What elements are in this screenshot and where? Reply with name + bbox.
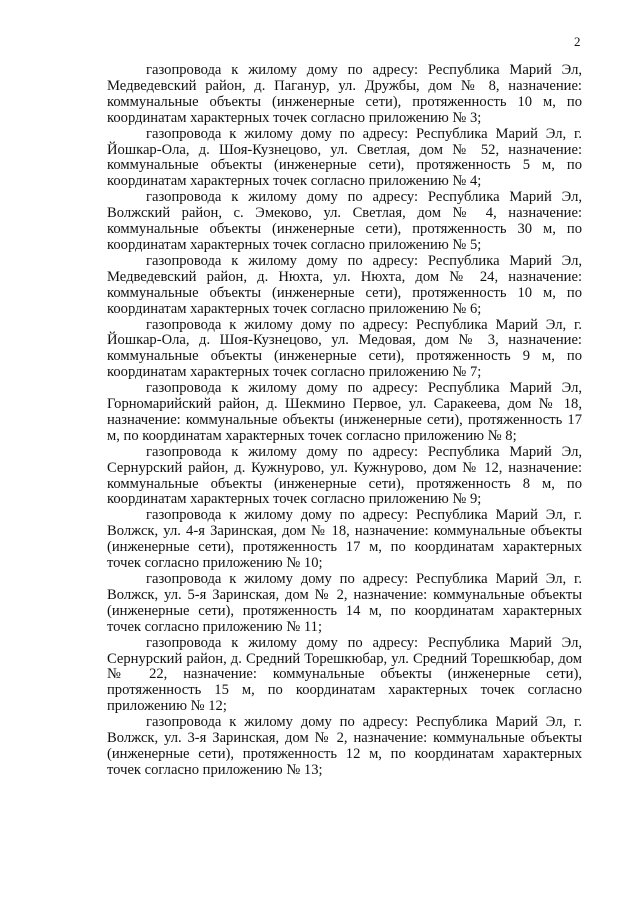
page-number: 2 (574, 34, 581, 49)
paragraph: газопровода к жилому дому по адресу: Республика Марий Эл, г. Волжск, ул. 4-я Заринская, дом № 18, назначение: коммунальные объекты (инженерные сети), протяженность 17 м, по координатам характерных точек согласно приложению № 10; (107, 507, 582, 572)
paragraph: газопровода к жилому дому по адресу: Республика Марий Эл, г. Йошкар-Ола, д. Шоя-Кузнецово, ул. Медовая, дом № 3, назначение: коммунальные объекты (инженерные сети), протяженность 9 м, по координатам характерных точек согласно приложению № 7; (107, 316, 582, 381)
paragraph: газопровода к жилому дому по адресу: Республика Марий Эл, Горномарийский район, д. Шекмино Первое, ул. Саракеева, дом № 18, назначение: коммунальные объекты (инженерные сети), протяженность 17 м, по координатам характерных точек согласно приложению № 8; (107, 380, 582, 444)
document-body (107, 63, 582, 779)
paragraph: газопровода к жилому дому по адресу: Республика Марий Эл, Волжский район, с. Эмеково, ул. Светлая, дом № 4, назначение: коммунальные объекты (инженерные сети), протяженность 30 м, по координатам характерных точек согласно приложению № 5; (107, 189, 582, 253)
paragraph: газопровода к жилому дому по адресу: Республика Марий Эл, Сернурский район, д. Средний Торешкюбар, ул. Средний Торешкюбар, дом № 22, назначение: коммунальные объекты (инженерные сети), протяженность 15 м, по координатам характерных точек согласно приложению № 12; (107, 634, 582, 715)
paragraph: газопровода к жилому дому по адресу: Республика Марий Эл, г. Йошкар-Ола, д. Шоя-Кузнецово, ул. Светлая, дом № 52, назначение: коммунальные объекты (инженерные сети), протяженность 5 м, по координатам характерных точек согласно приложению № 4; (107, 125, 582, 190)
paragraph: газопровода к жилому дому по адресу: Республика Марий Эл, Медведевский район, д. Паганур, ул. Дружбы, дом № 8, назначение: коммунальные объекты (инженерные сети), протяженность 10 м, по координатам характерных точек согласно приложению № 3; (107, 62, 582, 126)
paragraph: газопровода к жилому дому по адресу: Республика Марий Эл, Медведевский район, д. Нюхта, ул. Нюхта, дом № 24, назначение: коммунальные объекты (инженерные сети), протяженность 10 м, по координатам характерных точек согласно приложению № 6; (107, 252, 582, 317)
paragraph: газопровода к жилому дому по адресу: Республика Марий Эл, г. Волжск, ул. 5-я Заринская, дом № 2, назначение: коммунальные объекты (инженерные сети), протяженность 14 м, по координатам характерных точек согласно приложению № 11; (107, 571, 582, 635)
paragraph: газопровода к жилому дому по адресу: Республика Марий Эл, г. Волжск, ул. 3-я Заринская, дом № 2, назначение: коммунальные объекты (инженерные сети), протяженность 12 м, по координатам характерных точек согласно приложению № 13; (107, 714, 582, 778)
paragraph: газопровода к жилому дому по адресу: Республика Марий Эл, Сернурский район, д. Кужнурово, ул. Кужнурово, дом № 12, назначение: коммунальные объекты (инженерные сети), протяженность 8 м, по координатам характерных точек согласно приложению № 9; (107, 443, 582, 508)
